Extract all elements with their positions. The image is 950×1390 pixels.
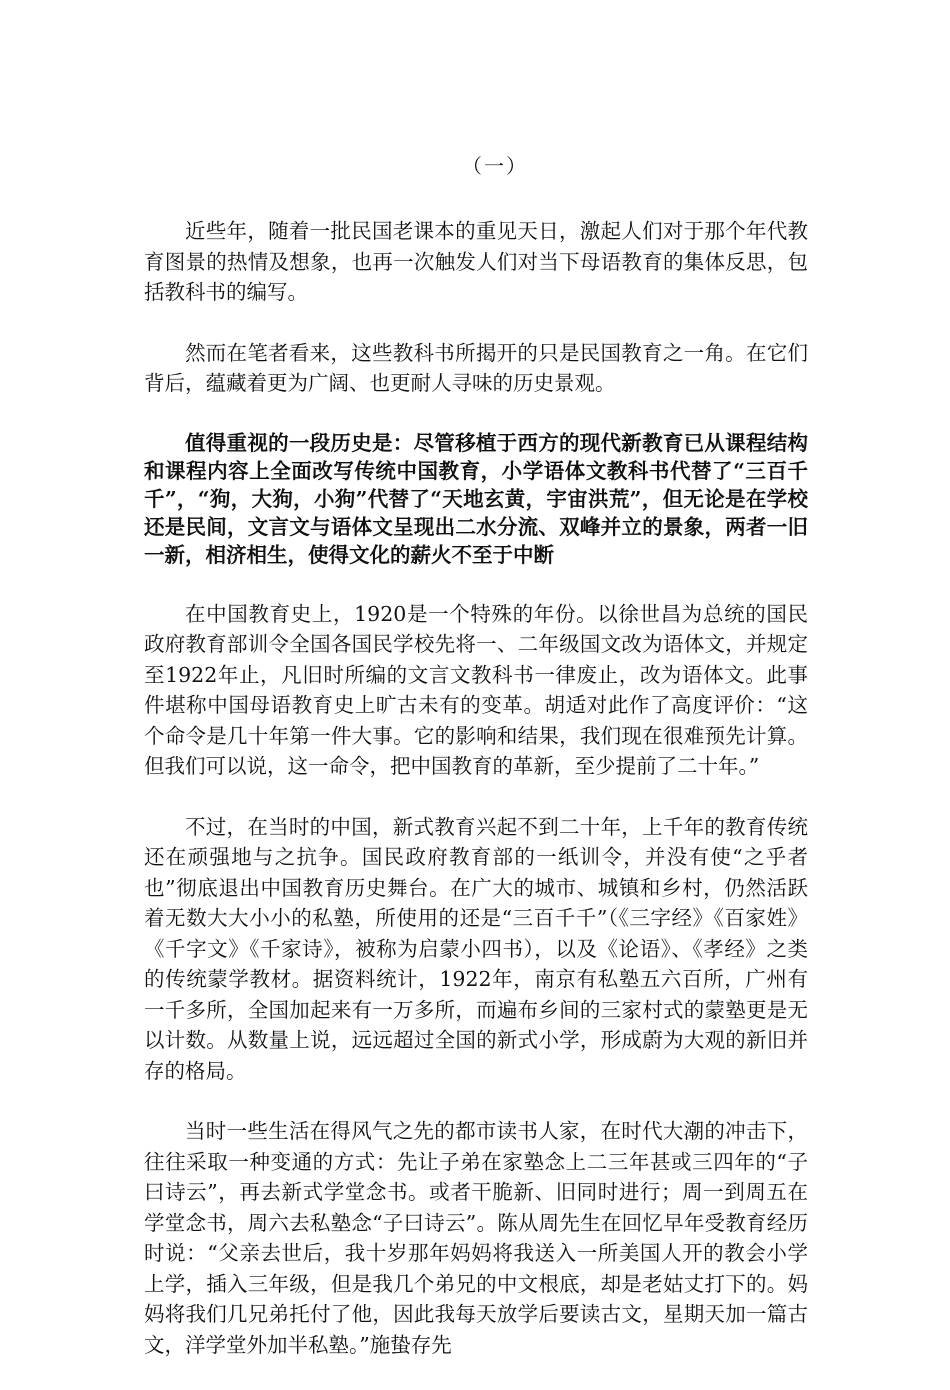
paragraph-4: 在中国教育史上，1920是一个特殊的年份。以徐世昌为总统的国民政府教育部训令全国各国民学校先将一、二年级国文改为语体文，并规定至1922年止，凡旧时所编的文言文教科书一律废止，改为语体文。此事件堪称中国母语教育史上旷古未有的变革。胡适对此作了高度评价：“这个命令是几十年第一件大事。它的影响和结果，我们现在很难预先计算。但我们可以说，这一命令，把中国教育的革新，至少提前了二十年。” <box>144 601 808 778</box>
paragraph-2: 然而在笔者看来，这些教科书所揭开的只是民国教育之一角。在它们背后，蕴藏着更为广阔、也更耐人寻味的历史景观。 <box>144 340 808 395</box>
paragraph-6: 当时一些生活在得风气之先的都市读书人家，在时代大潮的冲击下，往往采取一种变通的方式：先让子弟在家塾念上二三年甚或三四年的“子曰诗云”，再去新式学堂念书。或者干脆新、旧同时进行；周一到周五在学堂念书，周六去私塾念“子曰诗云”。陈从周先生在回忆早年受教育经历时说：“父亲去世后，我十岁那年妈妈将我送入一所美国人开的教会小学上学，插入三年级，但是我几个弟兄的中文根底，却是老姑丈打下的。妈妈将我们几兄弟托付了他，因此我每天放学后要读古文，星期天加一篇古文，洋学堂外加半私塾。”施蛰存先 <box>144 1119 808 1357</box>
paragraph-1: 近些年，随着一批民国老课本的重见天日，激起人们对于那个年代教育图景的热情及想象，也再一次触发人们对当下母语教育的集体反思，包括教科书的编写。 <box>144 219 808 304</box>
document-page <box>144 150 808 1390</box>
section-heading: （一） <box>462 154 528 178</box>
highlight-paragraph: 值得重视的一段历史是：尽管移植于西方的现代新教育已从课程结构和课程内容上全面改写传统中国教育，小学语体文教科书代替了“三百千千”，“狗，大狗，小狗”代替了“天地玄黄，宇宙洪荒”，但无论是在学校还是民间，文言文与语体文呈现出二水分流、双峰并立的景象，两者一旧一新，相济相生，使得文化的薪火不至于中断 <box>144 430 808 567</box>
paragraph-5: 不过，在当时的中国，新式教育兴起不到二十年，上千年的教育传统还在顽强地与之抗争。国民政府教育部的一纸训令，并没有使“之乎者也”彻底退出中国教育历史舞台。在广大的城市、城镇和乡村，仍然活跃着无数大大小小的私塾，所使用的还是“三百千千”（《三字经》《百家姓》《千字文》《千家诗》，被称为启蒙小四书），以及《论语》、《孝经》之类的传统蒙学教材。据资料统计，1922年，南京有私塾五六百所，广州有一千多所，全国加起来有一万多所，而遍布乡间的三家村式的蒙塾更是无以计数。从数量上说，远远超过全国的新式小学，形成蔚为大观的新旧并存的格局。 <box>144 814 808 1083</box>
